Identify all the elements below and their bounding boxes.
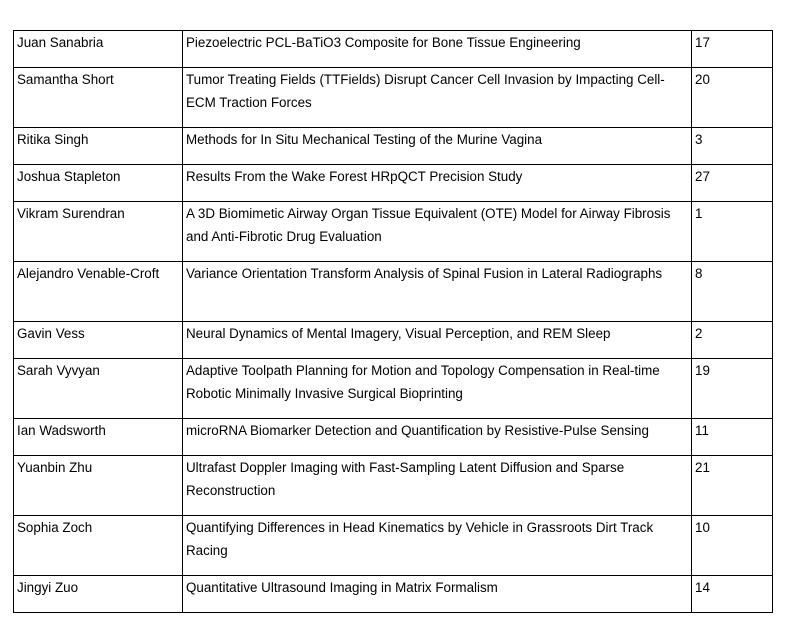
presentation-number: 17 — [692, 31, 773, 68]
presentation-number: 20 — [692, 68, 773, 128]
presenter-name: Ritika Singh — [14, 128, 183, 165]
presentation-number: 14 — [692, 576, 773, 613]
table-row — [14, 165, 773, 202]
table-row — [14, 576, 773, 613]
presenter-name: Jingyi Zuo — [14, 576, 183, 613]
presenter-name: Ian Wadsworth — [14, 419, 183, 456]
presentation-title: Neural Dynamics of Mental Imagery, Visual Perception, and REM Sleep — [183, 322, 692, 359]
presentation-title: Results From the Wake Forest HRpQCT Precision Study — [183, 165, 692, 202]
presenter-name: Sarah Vyvyan — [14, 359, 183, 419]
table-row — [14, 68, 773, 128]
presentation-number: 21 — [692, 456, 773, 516]
table-row — [14, 516, 773, 576]
presentation-title: Tumor Treating Fields (TTFields) Disrupt Cancer Cell Invasion by Impacting Cell-ECM Traction Forces — [183, 68, 692, 128]
presentation-title: microRNA Biomarker Detection and Quantification by Resistive-Pulse Sensing — [183, 419, 692, 456]
table-row — [14, 128, 773, 165]
presentation-number: 11 — [692, 419, 773, 456]
presentation-title: Quantifying Differences in Head Kinematics by Vehicle in Grassroots Dirt Track Racing — [183, 516, 692, 576]
presentation-title: Piezoelectric PCL-BaTiO3 Composite for Bone Tissue Engineering — [183, 31, 692, 68]
presentation-number: 2 — [692, 322, 773, 359]
presentation-number: 10 — [692, 516, 773, 576]
table-row — [14, 322, 773, 359]
presentations-table — [13, 30, 773, 613]
presentation-number: 27 — [692, 165, 773, 202]
table-row — [14, 359, 773, 419]
presentation-title: Adaptive Toolpath Planning for Motion and Topology Compensation in Real-time Robotic Minimally Invasive Surgical Bioprinting — [183, 359, 692, 419]
presentation-title: Methods for In Situ Mechanical Testing of the Murine Vagina — [183, 128, 692, 165]
presenter-name: Sophia Zoch — [14, 516, 183, 576]
presenter-name: Juan Sanabria — [14, 31, 183, 68]
presentation-number: 8 — [692, 262, 773, 322]
table-row — [14, 456, 773, 516]
presenter-name: Yuanbin Zhu — [14, 456, 183, 516]
table-row — [14, 419, 773, 456]
presentation-number: 3 — [692, 128, 773, 165]
presentation-title: Ultrafast Doppler Imaging with Fast-Sampling Latent Diffusion and Sparse Reconstruction — [183, 456, 692, 516]
presenter-name: Samantha Short — [14, 68, 183, 128]
presentation-title: A 3D Biomimetic Airway Organ Tissue Equivalent (OTE) Model for Airway Fibrosis and Anti-Fibrotic Drug Evaluation — [183, 202, 692, 262]
presentation-number: 1 — [692, 202, 773, 262]
table-row — [14, 202, 773, 262]
table-row — [14, 262, 773, 322]
presentation-title: Quantitative Ultrasound Imaging in Matrix Formalism — [183, 576, 692, 613]
presentation-number: 19 — [692, 359, 773, 419]
presenter-name: Vikram Surendran — [14, 202, 183, 262]
presenter-name: Alejandro Venable-Croft — [14, 262, 183, 322]
table-row — [14, 31, 773, 68]
presenter-name: Gavin Vess — [14, 322, 183, 359]
presenter-name: Joshua Stapleton — [14, 165, 183, 202]
presentation-title: Variance Orientation Transform Analysis of Spinal Fusion in Lateral Radiographs — [183, 262, 692, 322]
